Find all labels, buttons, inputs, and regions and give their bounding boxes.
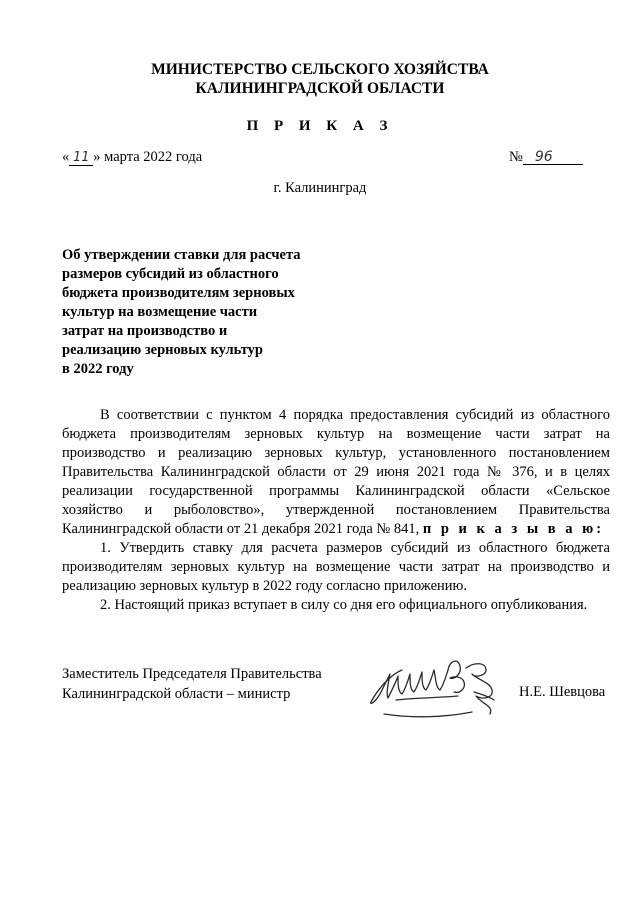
subject-line: затрат на производство и bbox=[62, 323, 228, 339]
signer-name: Н.Е. Шевцова bbox=[519, 684, 606, 700]
number-sign: № bbox=[509, 149, 523, 165]
order-item-1: 1. Утвердить ставку для расчета размеров субсидий из областного бюджета производителям зерновых культур на возмещение части затрат на производство и реализацию зерновых культур в 2022 году согласно приложению. bbox=[62, 540, 610, 594]
ministry-title-line1: МИНИСТЕРСТВО СЕЛЬСКОГО ХОЗЯЙСТВА bbox=[151, 61, 489, 78]
date-day-handwritten: 11 bbox=[69, 151, 93, 166]
ministry-header bbox=[0, 60, 640, 98]
subject-line: Об утверждении ставки для расчета bbox=[62, 247, 301, 263]
preamble-paragraph bbox=[62, 406, 610, 539]
subject-line: размеров субсидий из областного bbox=[62, 266, 279, 282]
signer-position bbox=[62, 664, 322, 704]
order-word: п р и к а з ы в а ю: bbox=[422, 521, 605, 537]
order-item-2: 2. Настоящий приказ вступает в силу со дня его официального опубликования. bbox=[100, 597, 588, 613]
subject-line: бюджета производителям зерновых bbox=[62, 285, 295, 301]
order-number bbox=[509, 149, 583, 166]
signer-position-line2: Калининградской области – министр bbox=[62, 686, 291, 702]
order-date bbox=[62, 149, 202, 166]
date-open-quote: « bbox=[62, 149, 70, 165]
date-close-quote: » bbox=[93, 149, 101, 165]
date-month-year: марта 2022 года bbox=[100, 149, 203, 165]
document-type-title: П Р И К А З bbox=[246, 118, 394, 134]
subject-line: культур на возмещение части bbox=[62, 304, 258, 320]
subject-line: в 2022 году bbox=[62, 361, 134, 377]
ministry-title-line2: КАЛИНИНГРАДСКОЙ ОБЛАСТИ bbox=[195, 80, 445, 97]
order-body bbox=[62, 406, 610, 615]
subject-line: реализацию зерновых культур bbox=[62, 342, 263, 358]
signer-position-line1: Заместитель Председателя Правительства bbox=[62, 666, 322, 682]
number-value-handwritten: 96 bbox=[523, 150, 583, 165]
preamble-text: В соответствии с пунктом 4 порядка предоставления субсидий из областного бюджета производителям зерновых культур на возмещение части затрат на производство и реализацию зерновых культур, установленного постановлением Правительства Калининградской области от 29 июня 2021 года № 376, и в целях реализации государственной программы Калининградской области «Сельское хозяйство и рыболовство», утвержденной постановлением Правительства Калининградской области от 21 декабря 2021 года № 841, bbox=[62, 407, 610, 537]
city-line: г. Калининград bbox=[273, 180, 367, 196]
order-subject bbox=[62, 246, 315, 379]
handwritten-signature bbox=[362, 648, 512, 728]
